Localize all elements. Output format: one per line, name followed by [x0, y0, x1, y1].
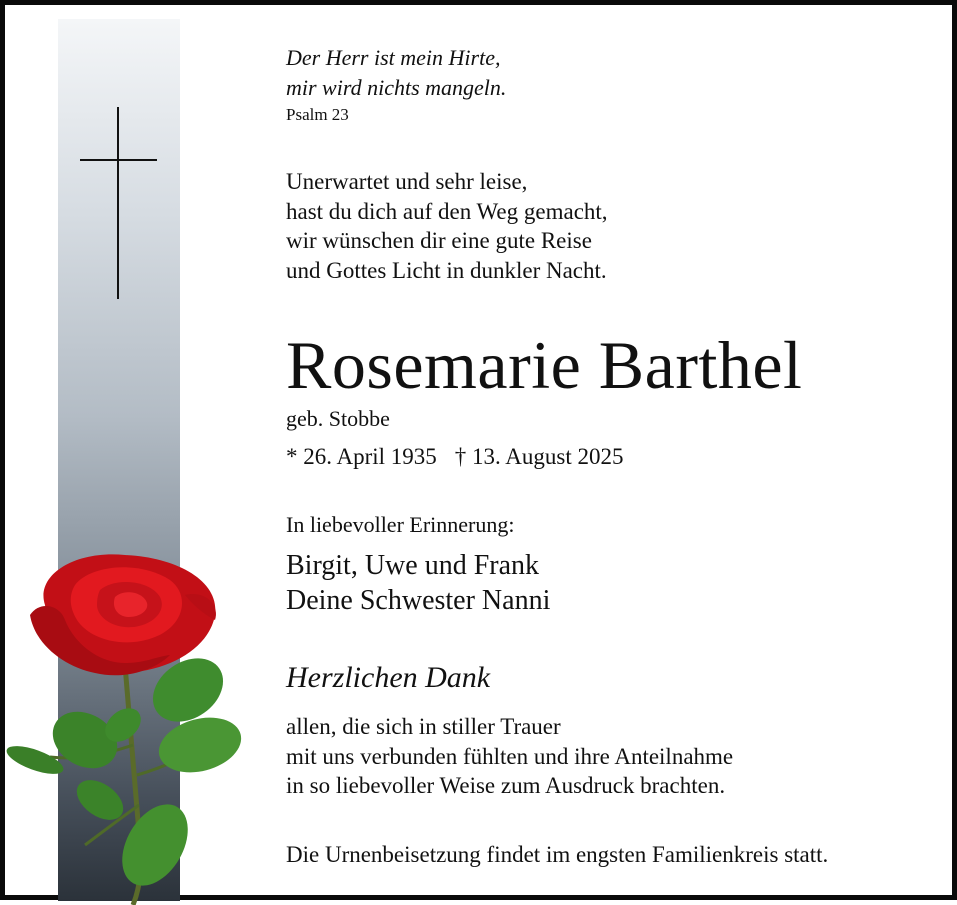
rose-icon	[5, 545, 255, 905]
verse-line: mir wird nichts mangeln.	[286, 75, 507, 100]
mourner-line: Birgit, Uwe und Frank	[286, 550, 540, 581]
birth-date: * 26. April 1935	[286, 444, 437, 469]
thanks-line: allen, die sich in stiller Trauer	[286, 714, 561, 739]
death-date: † 13. August 2025	[454, 444, 624, 469]
verse-reference: Psalm 23	[286, 105, 349, 124]
burial-notice: Die Urnenbeisetzung findet im engsten Familienkreis statt.	[286, 842, 829, 867]
poem-line: wir wünschen dir eine gute Reise	[286, 228, 592, 253]
deceased-name: Rosemarie Barthel	[286, 327, 803, 403]
memory-intro: In liebevoller Erinnerung:	[286, 512, 515, 537]
life-dates	[286, 444, 623, 470]
verse-line: Der Herr ist mein Hirte,	[286, 45, 501, 70]
thanks-text	[286, 712, 733, 801]
poem-line: hast du dich auf den Weg gemacht,	[286, 198, 608, 224]
thanks-line: mit uns verbunden fühlten und ihre Anteilnahme	[286, 743, 734, 769]
thanks-line: in so liebevoller Weise zum Ausdruck brachten.	[286, 773, 726, 798]
mourners	[286, 548, 550, 618]
cross-icon-bar	[80, 159, 157, 161]
thanks-title: Herzlichen Dank	[286, 661, 491, 694]
mourner-line: Deine Schwester Nanni	[286, 585, 551, 616]
poem-line: Unerwartet und sehr leise,	[286, 169, 528, 194]
cross-icon	[117, 107, 119, 299]
maiden-name: geb. Stobbe	[286, 406, 390, 431]
poem	[286, 167, 608, 285]
bible-verse	[286, 43, 506, 103]
poem-line: und Gottes Licht in dunkler Nacht.	[286, 257, 607, 283]
